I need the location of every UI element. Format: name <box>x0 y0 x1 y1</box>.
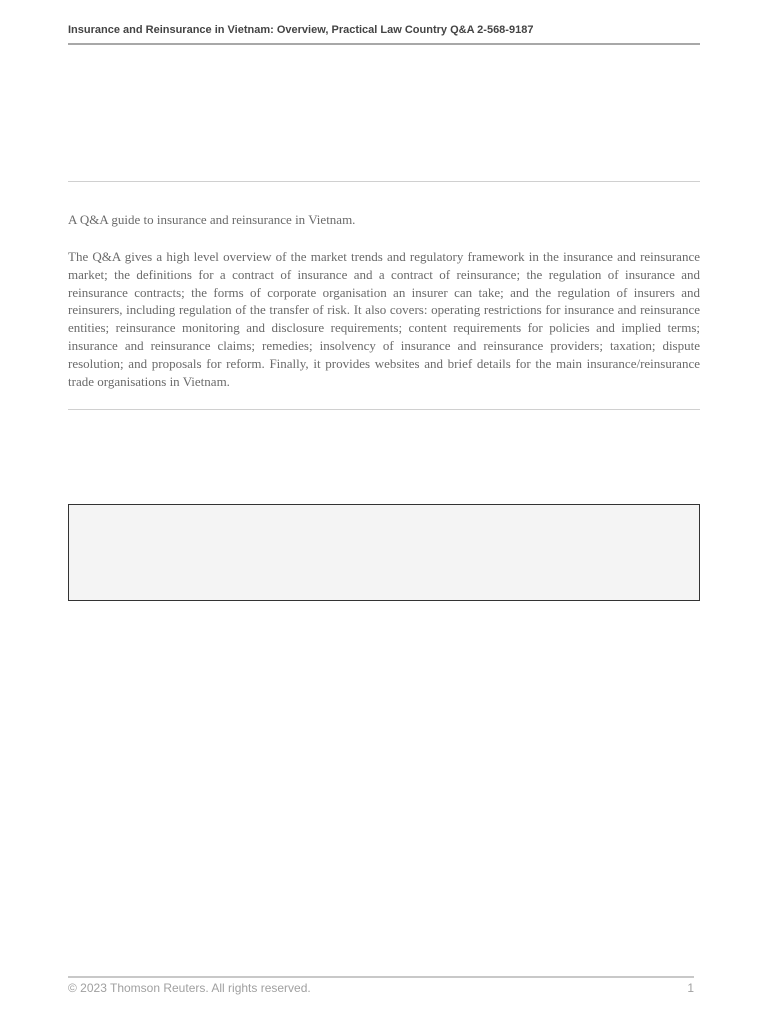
footer-divider <box>68 976 694 978</box>
abstract-bottom-divider <box>68 409 700 410</box>
document-header-title: Insurance and Reinsurance in Vietnam: Overview, Practical Law Country Q&A 2-568-9187 <box>68 24 534 36</box>
page-number: 1 <box>687 981 694 995</box>
empty-content-box <box>68 504 700 601</box>
abstract-top-divider <box>68 181 700 182</box>
intro-text: A Q&A guide to insurance and reinsurance in Vietnam. <box>68 212 356 227</box>
header-divider <box>68 43 700 45</box>
abstract-text: The Q&A gives a high level overview of the market trends and regulatory framework in the insurance and reinsurance market; the definitions for a contract of insurance and a contract of reinsurance; the regulation of insurance and reinsurance contracts; the forms of corporate organisation an insurer can take; and the regulation of insurers and reinsurers, including regulation of the transfer of risk. It also covers: operating restrictions for insurance and reinsurance entities; reinsurance monitoring and disclosure requirements; content requirements for policies and implied terms; insurance and reinsurance claims; remedies; insolvency of insurance and reinsurance providers; taxation; dispute resolution; and proposals for reform. Finally, it provides websites and brief details for the main insurance/reinsurance trade organisations in Vietnam. <box>68 249 700 389</box>
footer-copyright: © 2023 Thomson Reuters. All rights reserved. <box>68 981 311 995</box>
